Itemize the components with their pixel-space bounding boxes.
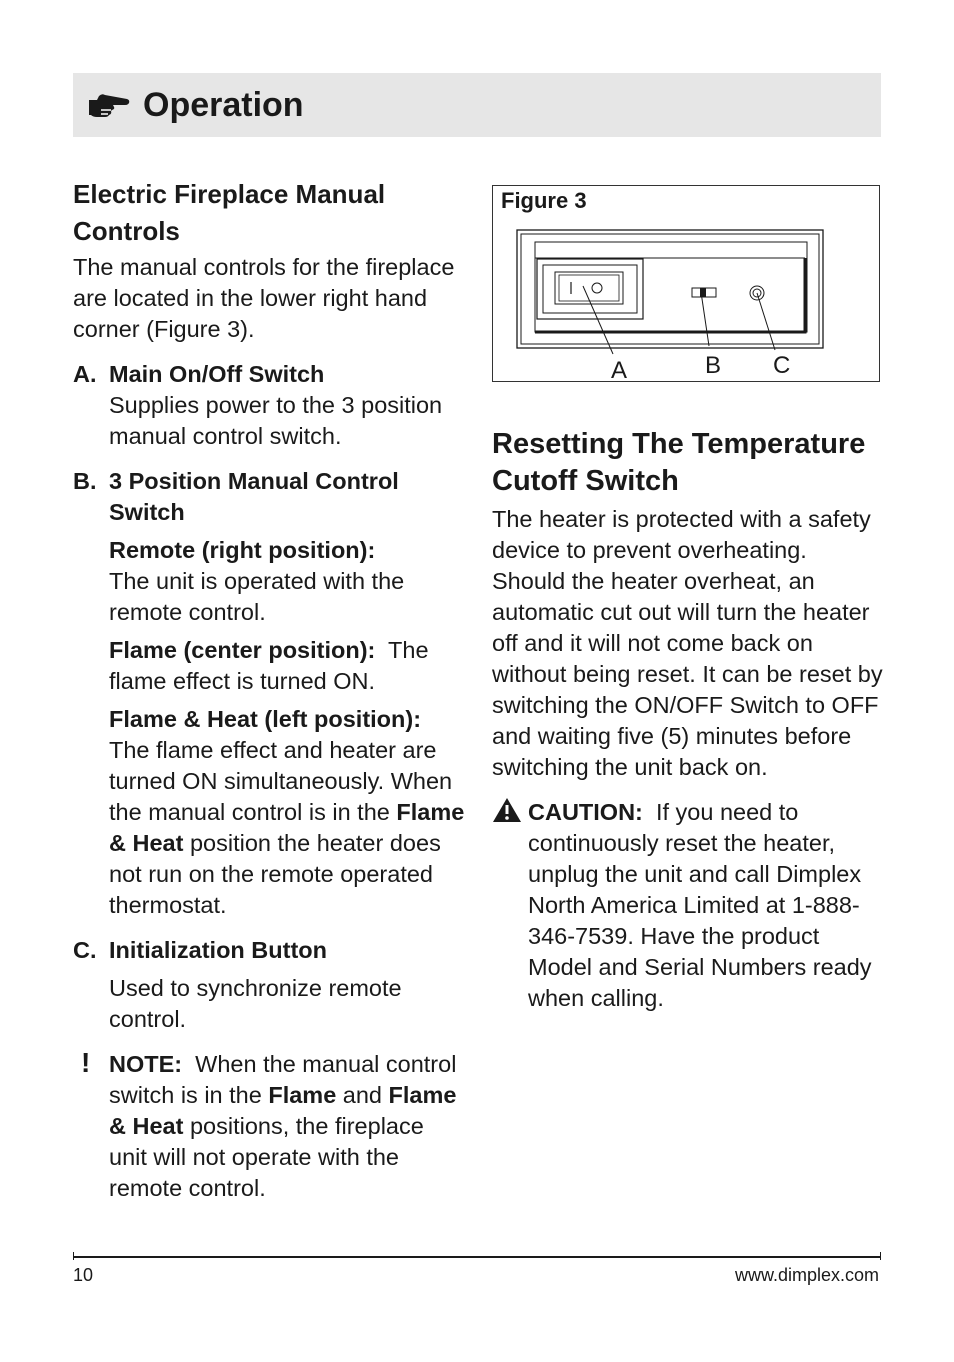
reset-body: The heater is protected with a safety device to prevent overheating. Should the heater overheat, an automatic cut out will turn the heater off and it will not come back on without being reset. It can be reset by switching the ON/OFF Switch to OFF and waiting five (5) minutes before switching the unit back on. [492, 506, 883, 780]
panel-inner-frame [521, 234, 819, 344]
item-c-letter: C. [73, 937, 97, 963]
flame-text: The flame effect is turned ON. [109, 637, 429, 694]
item-b-letter: B. [73, 468, 97, 494]
flameheat-text-2: position the heater does not run on the remote operated thermostat. [109, 830, 441, 918]
item-b-title: 3 Position Manual Control Switch [109, 468, 399, 525]
flame-label: Flame (center position): [109, 637, 376, 663]
panel-shadow [535, 258, 805, 332]
panel-outer-frame [517, 230, 823, 348]
note-bold-1: Flame [268, 1082, 337, 1108]
callout-c: C [773, 352, 791, 379]
note-label: NOTE: [109, 1051, 183, 1077]
section-heading-manual-controls: Electric Fireplace Manual Controls [73, 179, 386, 246]
leader-line-b [701, 292, 709, 346]
exclamation-icon: ! [81, 1047, 91, 1078]
item-c [73, 935, 468, 1035]
pointing-hand-icon [87, 90, 131, 120]
note-block [73, 1049, 468, 1204]
note-text-1: When the manual control switch is in the [109, 1051, 457, 1108]
flameheat-label: Flame & Heat (left position): [109, 706, 422, 732]
page-title: Operation [143, 85, 304, 124]
footer-rule [73, 1256, 881, 1258]
left-column [73, 176, 468, 1204]
item-c-text: Used to synchronize remote control. [109, 975, 402, 1032]
figure-3 [492, 185, 880, 382]
item-a-text: Supplies power to the 3 position manual control switch. [109, 392, 443, 449]
flameheat-paragraph [109, 735, 468, 921]
note-paragraph [109, 1049, 468, 1204]
switch-bezel-outer [537, 259, 643, 319]
switch-off-mark [592, 283, 602, 293]
section-header [73, 73, 881, 137]
section-heading-reset: Resetting The Temperature Cutoff Switch [492, 428, 866, 497]
remote-text: The unit is operated with the remote control. [109, 568, 405, 625]
remote-label: Remote (right position): [109, 537, 376, 563]
note-text-2: and [342, 1082, 383, 1108]
item-b [73, 466, 468, 921]
item-a [73, 359, 468, 452]
item-a-letter: A. [73, 361, 97, 387]
leader-line-c [757, 293, 775, 350]
caution-paragraph [528, 797, 884, 1014]
control-panel-diagram [493, 186, 881, 383]
note-bold-2: Flame & Heat [109, 1082, 457, 1139]
item-a-title: Main On/Off Switch [109, 361, 325, 387]
callout-b: B [705, 352, 722, 379]
flameheat-text-1: The flame effect and heater are turned ON simultaneously. When the manual control is in the [109, 737, 453, 825]
caution-label: CAUTION: [528, 799, 643, 825]
reset-section [492, 426, 884, 1014]
note-text-3: positions, the fireplace unit will not operate with the remote control. [109, 1113, 424, 1201]
figure-label: Figure 3 [501, 188, 587, 213]
caution-text: If you need to continuously reset the heater, unplug the unit and call Dimplex North America Limited at 1-888-346-7539. Have the product Model and Serial Numbers ready when calling. [528, 799, 872, 1011]
website-link: www.dimplex.com [734, 1265, 879, 1285]
page-number: 10 [73, 1265, 94, 1285]
intro-paragraph: The manual controls for the fireplace are located in the lower right hand corner (Figure 3). [73, 254, 455, 342]
flameheat-bold: Flame & Heat [109, 799, 465, 856]
warning-triangle-icon [492, 797, 522, 823]
switch-rocker-inner [559, 275, 619, 301]
flame-paragraph [109, 635, 468, 697]
caution-block [492, 797, 884, 1014]
item-c-title: Initialization Button [109, 937, 327, 963]
callout-a: A [611, 357, 628, 383]
